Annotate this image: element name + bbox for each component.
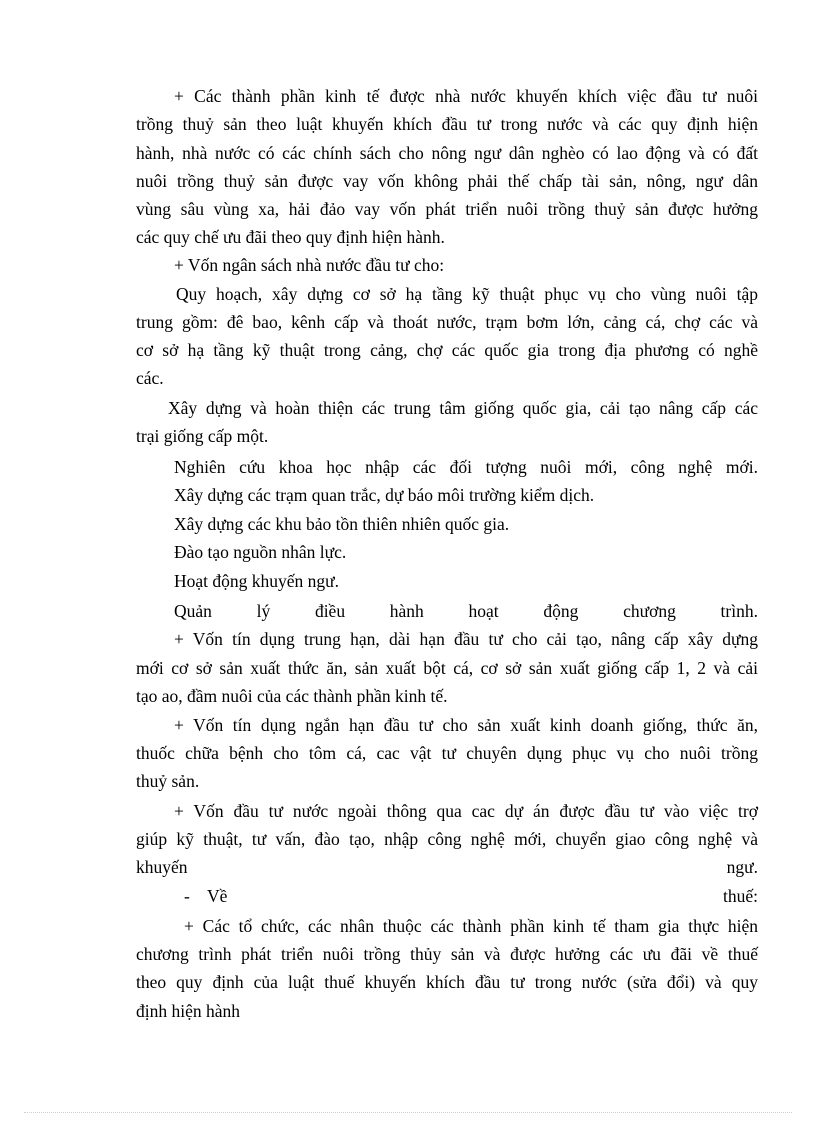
text-line: nuôi trồng thuỷ sản được vay vốn không phải thế chấp tài sản, nông, ngư dân xyxy=(136,171,758,191)
text-line: cơ sở hạ tầng kỹ thuật trong cảng, chợ các quốc gia trong địa phương có nghề xyxy=(136,340,758,360)
text-line: định hiện hành xyxy=(136,1001,241,1021)
text-line: chương trình phát triển nuôi trồng thủy sản và được hưởng các ưu đãi về thuế xyxy=(136,944,758,964)
text-line: các. xyxy=(136,368,164,388)
text-line: thuỷ sản. xyxy=(136,771,200,791)
text-line: trung gồm: đê bao, kênh cấp và thoát nước, trạm bơm lớn, cảng cá, chợ các và xyxy=(136,312,758,332)
text-line: trại giống cấp một. xyxy=(136,426,269,446)
text-line: + Vốn đầu tư nước ngoài thông qua cac dự án được đầu tư vào việc trợ xyxy=(174,801,758,821)
word: động xyxy=(543,601,579,621)
text-line: Hoạt động khuyến ngư. xyxy=(174,571,340,591)
word: khuyến xyxy=(136,857,188,877)
text-line: Quy hoạch, xây dựng cơ sở hạ tầng kỹ thuật phục vụ cho vùng nuôi tập xyxy=(176,284,758,304)
text-line: hành, nhà nước có các chính sách cho nông ngư dân nghèo có lao động và có đất xyxy=(136,143,758,163)
text-line: Nghiên cứu khoa học nhập các đối tượng nuôi mới, công nghệ mới. xyxy=(174,457,758,477)
word: hoạt xyxy=(468,601,499,621)
text-line: Xây dựng và hoàn thiện các trung tâm giống quốc gia, cải tạo nâng cấp các xyxy=(168,398,758,418)
word: - Về xyxy=(184,886,228,906)
text-line: + Vốn ngân sách nhà nước đầu tư cho: xyxy=(174,255,445,275)
text-line: trồng thuỷ sản theo luật khuyến khích đầu tư trong nước và các quy định hiện xyxy=(136,114,758,134)
word: điều xyxy=(314,601,346,621)
text-line: Đào tạo nguồn nhân lực. xyxy=(174,542,347,562)
text-line: mới cơ sở sản xuất thức ăn, sản xuất bột cá, cơ sở sản xuất giống cấp 1, 2 và cải xyxy=(136,658,758,678)
text-line: giúp kỹ thuật, tư vấn, đào tạo, nhập công nghệ mới, chuyển giao công nghệ và xyxy=(136,829,758,849)
text-line: tạo ao, đầm nuôi của các thành phần kinh tế. xyxy=(136,686,448,706)
text-line: vùng sâu vùng xa, hải đảo vay vốn phát triển nuôi trồng thuỷ sản được hưởng xyxy=(136,199,758,219)
text-line-spread xyxy=(184,886,758,906)
text-line: theo quy định của luật thuế khuyến khích đầu tư trong nước (sửa đổi) và quy xyxy=(136,972,758,992)
word: trình. xyxy=(720,601,758,621)
word: chương xyxy=(623,601,676,621)
word: thuế: xyxy=(723,886,758,906)
text-line: + Các tổ chức, các nhân thuộc các thành phần kinh tế tham gia thực hiện xyxy=(184,916,758,936)
word: ngư. xyxy=(726,857,758,877)
word: hành xyxy=(389,601,424,621)
text-line: + Vốn tín dụng trung hạn, dài hạn đầu tư cho cải tạo, nâng cấp xây dựng xyxy=(174,629,758,649)
text-line: + Các thành phần kinh tế được nhà nước khuyến khích việc đầu tư nuôi xyxy=(174,86,758,106)
text-line: + Vốn tín dụng ngắn hạn đầu tư cho sản xuất kinh doanh giống, thức ăn, xyxy=(174,715,758,735)
text-line: các quy chế ưu đãi theo quy định hiện hành. xyxy=(136,227,445,247)
text-line-spread xyxy=(136,857,758,877)
page-bottom-divider xyxy=(24,1112,792,1113)
word: Quản xyxy=(174,601,212,621)
text-line-spread xyxy=(174,601,758,621)
text-line: thuốc chữa bệnh cho tôm cá, cac vật tư chuyên dụng phục vụ cho nuôi trồng xyxy=(136,743,758,763)
word: lý xyxy=(256,601,271,621)
text-line: Xây dựng các trạm quan trắc, dự báo môi trường kiểm dịch. xyxy=(174,485,595,505)
text-line: Xây dựng các khu bảo tồn thiên nhiên quốc gia. xyxy=(174,514,510,534)
